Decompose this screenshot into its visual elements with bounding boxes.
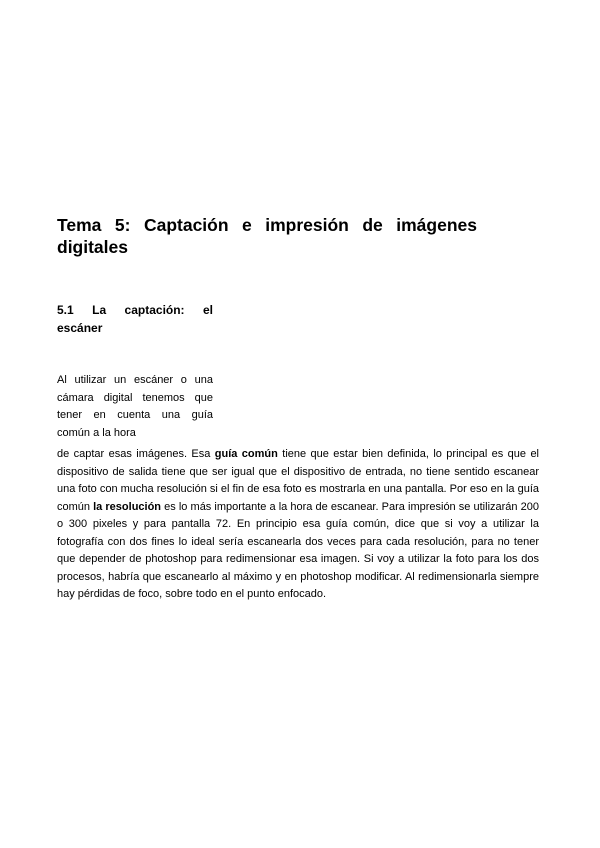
body-text-segment: de captar esas imágenes. Esa bbox=[57, 448, 215, 460]
body-text-segment: es lo más importante a la hora de escanear. Para impresión se utilizarán 200 o 300 pixeles y para pantalla 72. En principio esa guía común, dice que si voy a utilizar la fotografía con dos fines lo ideal sería escanearla dos veces para cada resolución, para no tener que depender de photoshop para redimensionar esa imagen. Si voy a utilizar la foto para los dos procesos, habría que escanearlo al máximo y en photoshop modificar. Al redimensionarla siempre hay pérdidas de foco, sobre todo en el punto enfocado. bbox=[57, 500, 539, 600]
body-text-segment: tiene que estar bien definida, lo principal es que el dispositivo de salida tiene que ser igual que el dispositivo de entrada, no tiene sentido escanear una foto con mucha resolución si el fin de esa foto es mostrarla en una pantalla. Por eso en la guía común bbox=[57, 448, 540, 513]
intro-paragraph: Al utilizar un escáner o una cámara digital tenemos que tener en cuenta una guía común a la hora bbox=[57, 374, 213, 439]
document-title: Tema 5: Captación e impresión de imágenes digitales bbox=[57, 215, 477, 257]
bold-term-resolucion: la resolución bbox=[93, 500, 162, 513]
bold-term-guia-comun: guía común bbox=[214, 448, 278, 460]
body-paragraph bbox=[57, 446, 539, 604]
section-heading: 5.1 La captación: el escáner bbox=[57, 303, 213, 335]
